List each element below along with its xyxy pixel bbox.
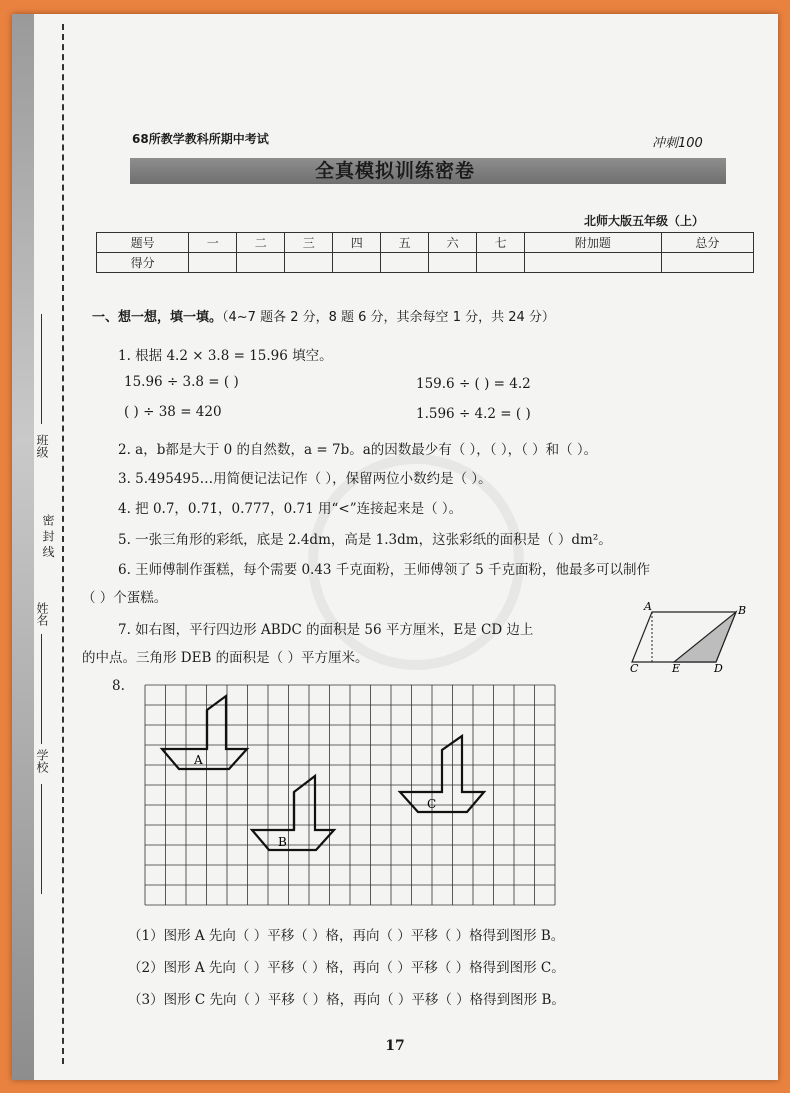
score-cell: 二 xyxy=(237,233,285,253)
shape-c-label: C xyxy=(427,797,437,811)
question-4: 4. 把 0.7̇，0.7̇1̇，0.777，0.71 用“<”连接起来是（ ）。 xyxy=(118,501,463,517)
score-cell: 附加题 xyxy=(525,233,662,253)
section-title: 一、想一想，填一填。 xyxy=(92,310,223,325)
name-blank xyxy=(41,634,42,744)
score-cell: 五 xyxy=(381,233,429,253)
vertex-label-e: E xyxy=(672,662,681,672)
page-title: 全真模拟训练密卷 xyxy=(314,160,475,182)
shape-b-label: B xyxy=(278,835,287,849)
vertex-label-d: D xyxy=(714,662,723,672)
page-number: 17 xyxy=(385,1038,405,1054)
score-cell: 三 xyxy=(285,233,333,253)
vertex-label-b: B xyxy=(738,604,747,617)
score-blank[interactable] xyxy=(429,253,477,273)
question-1a: 15.96 ÷ 3.8 = ( ) xyxy=(124,374,239,390)
score-cell: 四 xyxy=(333,233,381,253)
vertex-label-a: A xyxy=(644,602,652,613)
score-blank[interactable] xyxy=(525,253,662,273)
question-7a: 7. 如右图，平行四边形 ABDC 的面积是 56 平方厘米，E是 CD 边上 xyxy=(118,622,534,638)
score-blank[interactable] xyxy=(189,253,237,273)
score-cell: 得分 xyxy=(97,253,189,273)
seal-label: 密 封 线 xyxy=(41,514,55,558)
shape-a xyxy=(162,696,247,769)
question-1-intro: 1. 根据 4.2 × 3.8 = 15.96 填空。 xyxy=(118,348,333,364)
score-table xyxy=(96,232,754,273)
question-6b: （ ）个蛋糕。 xyxy=(82,590,168,606)
shaded-triangle xyxy=(674,612,736,662)
score-blank[interactable] xyxy=(333,253,381,273)
series-title: 68所教学教科所期中考试 xyxy=(132,132,269,146)
edition-label: 北师大版五年级（上） xyxy=(584,214,705,228)
school-label: 学校 xyxy=(35,749,49,773)
score-cell: 题号 xyxy=(97,233,189,253)
brand-logo: 冲刺100 xyxy=(652,136,703,151)
question-6a: 6. 王师傅制作蛋糕，每个需要 0.43 千克面粉，王师傅领了 5 千克面粉，他最多可以制作 xyxy=(118,562,650,578)
question-1c: ( ) ÷ 38 = 420 xyxy=(124,404,222,420)
question-2: 2. a，b都是大于 0 的自然数，a = 7b。a的因数最少有（ ），（ ），（ ）和（ ）。 xyxy=(118,442,598,458)
question-3: 3. 5.495495…用简便记法记作（ ），保留两位小数约是（ ）。 xyxy=(118,471,492,487)
score-header-row xyxy=(97,233,754,253)
shape-c xyxy=(400,736,484,812)
question-1d: 1.596 ÷ 4.2 = ( ) xyxy=(416,406,531,422)
score-blank[interactable] xyxy=(661,253,753,273)
score-cell: 总分 xyxy=(661,233,753,253)
score-cell: 一 xyxy=(189,233,237,253)
score-value-row xyxy=(97,253,754,273)
section-heading xyxy=(92,306,555,325)
section-note: （4~7 题各 2 分，8 题 6 分，其余每空 1 分，共 24 分） xyxy=(222,310,555,325)
score-blank[interactable] xyxy=(477,253,525,273)
school-blank xyxy=(41,784,42,894)
score-cell: 六 xyxy=(429,233,477,253)
question-7b: 的中点。三角形 DEB 的面积是（ ）平方厘米。 xyxy=(82,650,369,666)
class-blank xyxy=(41,314,42,424)
question-8-part-3: （3）图形 C 先向（ ）平移（ ）格，再向（ ）平移（ ）格得到图形 B。 xyxy=(128,992,565,1008)
score-blank[interactable] xyxy=(381,253,429,273)
question-1b: 159.6 ÷ ( ) = 4.2 xyxy=(416,376,531,392)
score-blank[interactable] xyxy=(285,253,333,273)
parallelogram-figure xyxy=(630,602,750,672)
shape-a-label: A xyxy=(194,753,203,767)
question-8-number: 8. xyxy=(112,678,125,694)
exam-page xyxy=(12,14,778,1080)
translation-grid xyxy=(144,684,556,906)
class-label: 班级 xyxy=(35,434,49,458)
vertex-label-c: C xyxy=(630,662,639,672)
score-blank[interactable] xyxy=(237,253,285,273)
question-5: 5. 一张三角形的彩纸，底是 2.4dm，高是 1.3dm，这张彩纸的面积是（ ）dm²。 xyxy=(118,532,612,548)
score-cell: 七 xyxy=(477,233,525,253)
name-label: 姓名 xyxy=(35,602,49,626)
question-8-part-2: （2）图形 A 先向（ ）平移（ ）格，再向（ ）平移（ ）格得到图形 C。 xyxy=(128,960,565,976)
question-8-part-1: （1）图形 A 先向（ ）平移（ ）格，再向（ ）平移（ ）格得到图形 B。 xyxy=(128,928,565,944)
